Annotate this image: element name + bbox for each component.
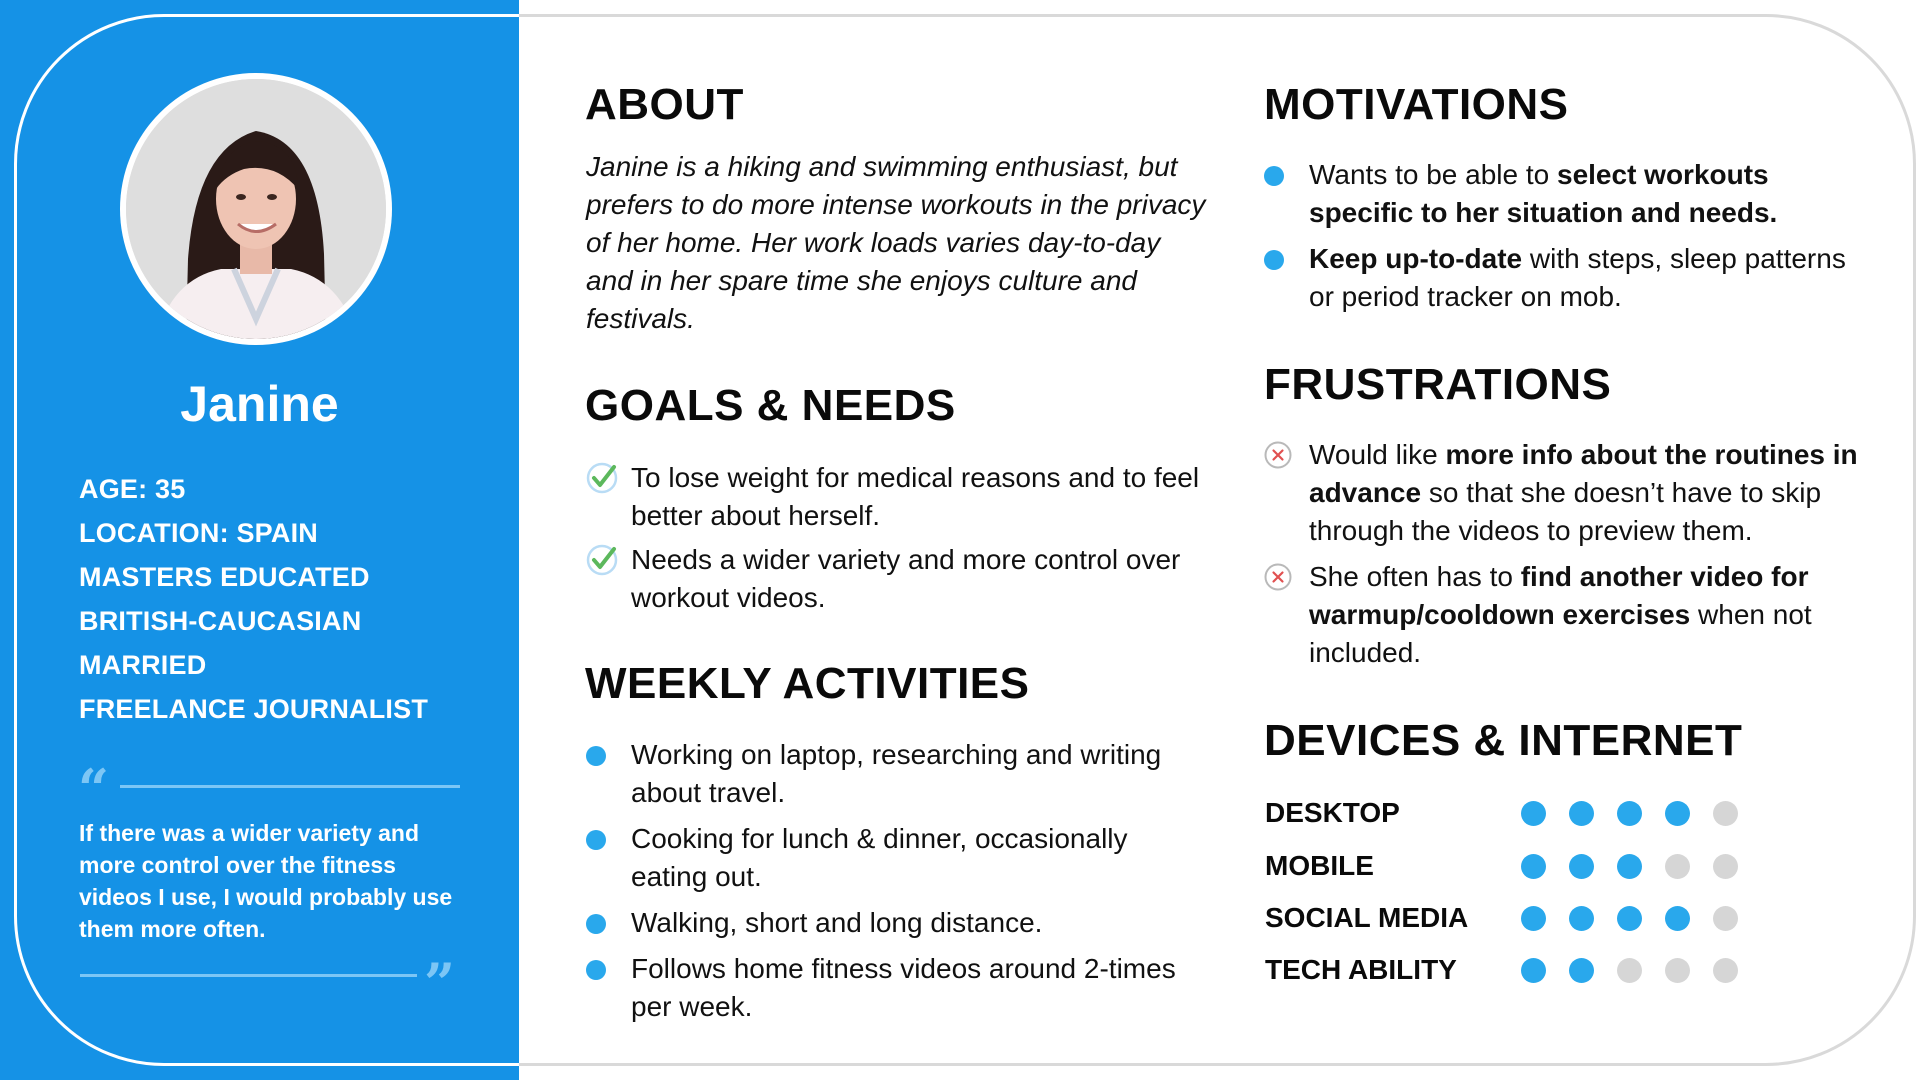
rating-dot-filled	[1521, 801, 1546, 826]
rating-dot-filled	[1665, 906, 1690, 931]
bold-text-segment: more info about the routines in advance	[1309, 439, 1858, 508]
persona-facts	[79, 467, 428, 731]
fact-ethnicity: BRITISH-CAUCASIAN	[79, 606, 362, 636]
fact-age: AGE: 35	[79, 474, 186, 504]
weekly-text: Follows home fitness videos around 2-times per week.	[631, 953, 1176, 1022]
weekly-text: Cooking for lunch & dinner, occasionally eating out.	[631, 823, 1128, 892]
goals-list	[631, 459, 1211, 617]
rating-dot-empty	[1713, 958, 1738, 983]
x-circle-icon	[1263, 562, 1293, 592]
device-label-tech-ability: TECH ABILITY	[1265, 954, 1457, 985]
weekly-list	[631, 736, 1191, 1026]
rating-dot-empty	[1713, 854, 1738, 879]
weekly-item	[631, 950, 1191, 1026]
bold-text-segment: Keep up-to-date	[1309, 243, 1523, 274]
text-segment: Wants to be able to	[1309, 159, 1557, 190]
text-segment: with steps, sleep patterns or period tracker on mob.	[1309, 243, 1846, 312]
quote-divider-top	[120, 785, 460, 788]
quote-divider-bottom	[80, 974, 417, 977]
goal-text: Needs a wider variety and more control over workout videos.	[631, 544, 1181, 613]
device-label-desktop: DESKTOP	[1265, 797, 1400, 828]
weekly-item	[631, 820, 1191, 896]
devices-heading: DEVICES & INTERNET	[1264, 716, 1743, 765]
bullet-dot-icon	[586, 914, 606, 934]
motivation-text	[1309, 159, 1777, 228]
device-label-social-media: SOCIAL MEDIA	[1265, 902, 1469, 933]
goal-item	[631, 541, 1211, 617]
bullet-dot-icon	[1264, 250, 1284, 270]
x-circle-icon	[1263, 440, 1293, 470]
fact-occupation: FREELANCE JOURNALIST	[79, 694, 429, 724]
rating-dot-empty	[1665, 854, 1690, 879]
text-segment: when not included.	[1309, 599, 1812, 668]
rating-dot-filled	[1569, 906, 1594, 931]
frustrations-list	[1309, 436, 1884, 672]
goal-item	[631, 459, 1211, 535]
frustrations-heading: FRUSTRATIONS	[1264, 360, 1612, 409]
text-segment: so that she doesn’t have to skip through the videos to preview them.	[1309, 477, 1822, 546]
rating-dot-filled	[1617, 906, 1642, 931]
motivation-text	[1309, 243, 1846, 312]
persona-name: Janine	[180, 376, 339, 432]
bullet-dot-icon	[586, 746, 606, 766]
persona-sidebar	[0, 0, 519, 1080]
bold-text-segment: select workouts specific to her situation and needs.	[1309, 159, 1778, 228]
fact-marital-status: MARRIED	[79, 650, 207, 680]
goals-heading: GOALS & NEEDS	[585, 381, 956, 430]
avatar-portrait-image	[126, 79, 386, 339]
motivation-item	[1309, 156, 1869, 232]
check-icon	[585, 543, 619, 577]
about-text: Janine is a hiking and swimming enthusiast, but prefers to do more intense workouts in the privacy of her home. Her work loads varies day-to-day and in her spare time she enjoys culture and festivals.	[586, 151, 1206, 334]
rating-dot-empty	[1713, 906, 1738, 931]
weekly-item	[631, 736, 1191, 812]
motivations-list	[1309, 156, 1869, 316]
rating-dot-filled	[1617, 801, 1642, 826]
bullet-dot-icon	[586, 960, 606, 980]
rating-dot-filled	[1521, 958, 1546, 983]
rating-dot-filled	[1569, 801, 1594, 826]
weekly-heading: WEEKLY ACTIVITIES	[585, 659, 1030, 708]
weekly-text: Walking, short and long distance.	[631, 907, 1043, 938]
bold-text-segment: find another video for warmup/cooldown exercises	[1309, 561, 1809, 630]
open-quote-icon: “	[78, 757, 110, 821]
weekly-item	[631, 904, 1191, 942]
rating-dot-filled	[1569, 854, 1594, 879]
frustration-text	[1309, 439, 1858, 546]
close-quote-icon: ”	[424, 951, 456, 1015]
frustration-text	[1309, 561, 1812, 668]
rating-dot-empty	[1617, 958, 1642, 983]
fact-location: LOCATION: SPAIN	[79, 518, 318, 548]
rating-dot-filled	[1617, 854, 1642, 879]
persona-quote: If there was a wider variety and more control over the fitness videos I use, I would probably use them more often.	[79, 820, 453, 942]
text-segment: Would like	[1309, 439, 1446, 470]
weekly-text: Working on laptop, researching and writing about travel.	[631, 739, 1162, 808]
rating-dot-filled	[1569, 958, 1594, 983]
fact-education: MASTERS EDUCATED	[79, 562, 370, 592]
rating-dot-filled	[1521, 854, 1546, 879]
bullet-dot-icon	[1264, 166, 1284, 186]
rating-dot-filled	[1521, 906, 1546, 931]
rating-dot-empty	[1665, 958, 1690, 983]
about-heading: ABOUT	[585, 80, 744, 129]
text-segment: She often has to	[1309, 561, 1521, 592]
check-icon	[585, 461, 619, 495]
motivations-heading: MOTIVATIONS	[1264, 80, 1569, 129]
frustration-item	[1309, 436, 1884, 550]
bullet-dot-icon	[586, 830, 606, 850]
device-label-mobile: MOBILE	[1265, 850, 1374, 881]
goal-text: To lose weight for medical reasons and to feel better about herself.	[631, 462, 1200, 531]
frustration-item	[1309, 558, 1884, 672]
motivation-item	[1309, 240, 1869, 316]
avatar	[126, 79, 386, 339]
rating-dot-filled	[1665, 801, 1690, 826]
rating-dot-empty	[1713, 801, 1738, 826]
